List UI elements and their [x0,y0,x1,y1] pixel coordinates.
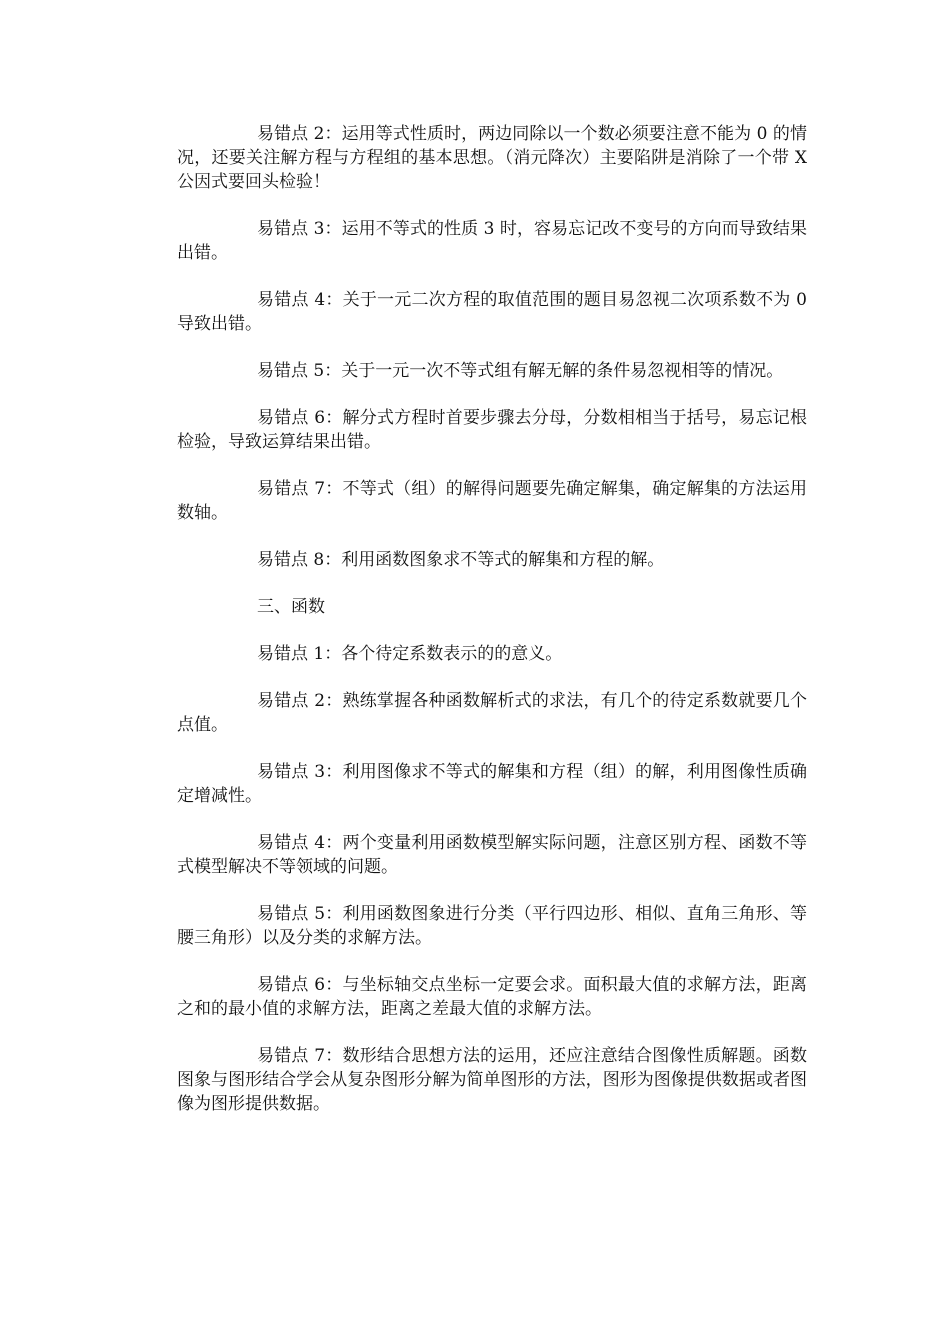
paragraph-function-pitfall-1: 易错点 1：各个待定系数表示的的意义。 [257,644,563,664]
paragraph-quadratic-pitfall-4: 易错点 4：关于一元二次方程的取值范围的题目易忽视二次项系数不为 0 导致出错。 [177,290,807,334]
paragraph-function-pitfall-7: 易错点 7：数形结合思想方法的运用，还应注意结合图像性质解题。函数图象与图形结合学会从复杂图形分解为简单图形的方法，图形为图像提供数据或者图像为图形提供数据。 [177,1046,807,1114]
paragraph-graph-pitfall-8: 易错点 8：利用函数图象求不等式的解集和方程的解。 [257,550,665,570]
paragraph-function-pitfall-2: 易错点 2：熟练掌握各种函数解析式的求法，有几个的待定系数就要几个点值。 [177,691,807,735]
paragraph-solution-set-pitfall-7: 易错点 7：不等式（组）的解得问题要先确定解集，确定解集的方法运用数轴。 [177,479,807,523]
paragraph-function-pitfall-6: 易错点 6：与坐标轴交点坐标一定要会求。面积最大值的求解方法，距离之和的最小值的求解方法，距离之差最大值的求解方法。 [177,975,807,1019]
paragraph-ineq-pitfall-3: 易错点 3：运用不等式的性质 3 时，容易忘记改不变号的方向而导致结果出错。 [177,219,807,263]
paragraph-fraction-eq-pitfall-6: 易错点 6：解分式方程时首要步骤去分母，分数相相当于括号，易忘记根检验，导致运算结果出错。 [177,408,807,452]
paragraph-ineq-system-pitfall-5: 易错点 5：关于一元一次不等式组有解无解的条件易忽视相等的情况。 [257,361,784,381]
paragraph-function-pitfall-4: 易错点 4：两个变量利用函数模型解实际问题，注意区别方程、函数不等式模型解决不等领域的问题。 [177,833,807,877]
paragraph-function-pitfall-3: 易错点 3：利用图像求不等式的解集和方程（组）的解，利用图像性质确定增减性。 [177,762,807,806]
section-heading-functions: 三、函数 [257,597,325,617]
paragraph-function-pitfall-5: 易错点 5：利用函数图象进行分类（平行四边形、相似、直角三角形、等腰三角形）以及分类的求解方法。 [177,904,807,948]
paragraph-eq-pitfall-2: 易错点 2：运用等式性质时，两边同除以一个数必须要注意不能为 0 的情况，还要关注解方程与方程组的基本思想。（消元降次）主要陷阱是消除了一个带 X 公因式要回头检验！ [177,124,807,192]
document-body [177,122,807,1139]
